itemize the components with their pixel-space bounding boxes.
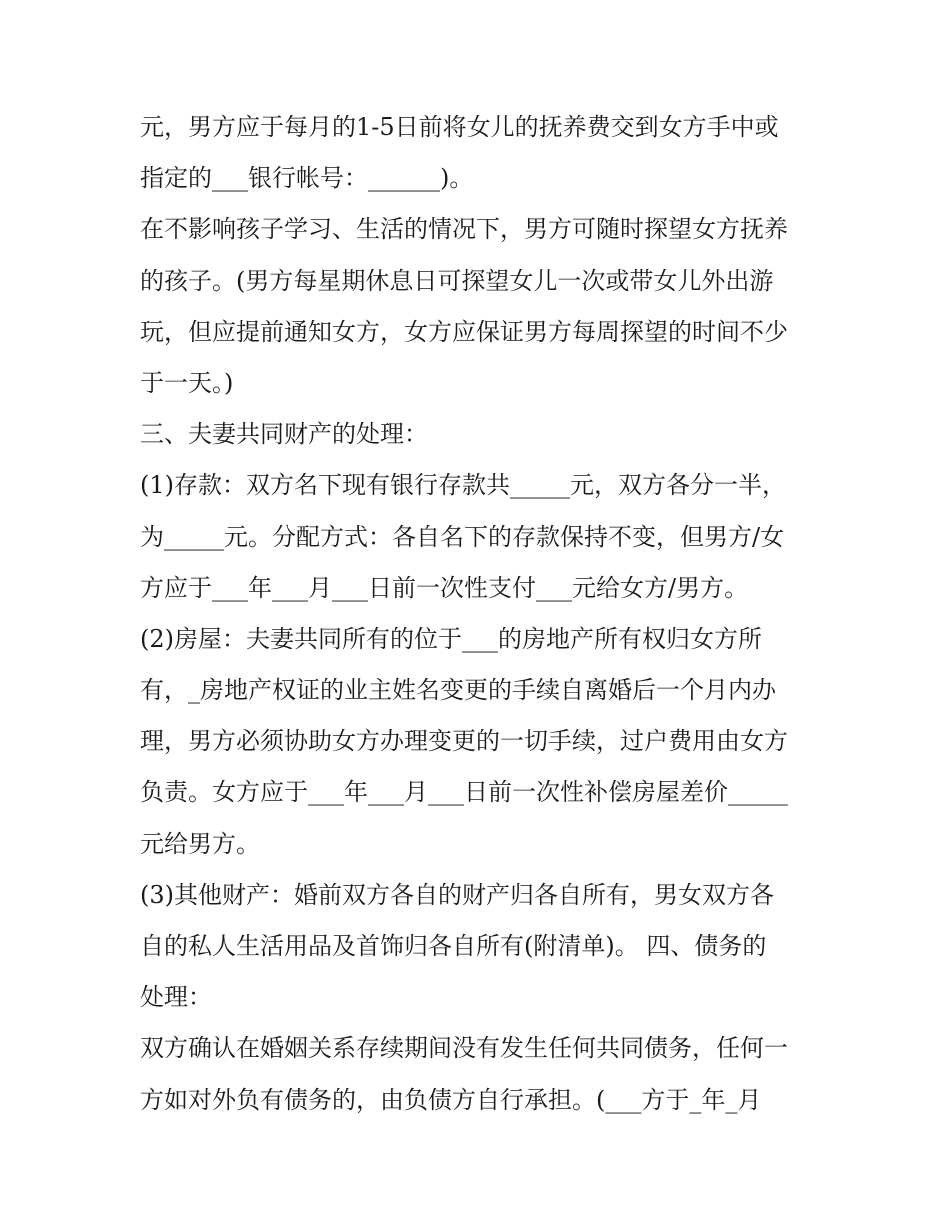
text-line: (1)存款：双方名下现有银行存款共_____元，双方各分一半， <box>140 471 786 500</box>
text-line: 元，男方应于每月的1-5日前将女儿的抚养费交到女方手中或 <box>140 113 779 141</box>
text-line: 于一天。) <box>140 368 234 397</box>
text-line: 元给男方。 <box>140 829 260 858</box>
text-line: 负责。女方应于___年___月___日前一次性补偿房屋差价_____ <box>140 778 788 807</box>
text-line: (2)房屋：夫妻共同所有的位于___的房地产所有权归女方所 <box>140 624 762 653</box>
text-line: 指定的___银行帐号：______)。 <box>140 164 474 193</box>
text-line: 玩，但应提前通知女方，女方应保证男方每周探望的时间不少 <box>140 317 788 346</box>
text-line: 自的私人生活用品及首饰归各自所有(附清单)。 四、债务的 <box>140 932 767 960</box>
section-heading: 三、夫妻共同财产的处理： <box>140 420 428 449</box>
text-line: 处理： <box>140 983 212 1012</box>
text-line: 的孩子。(男方每星期休息日可探望女儿一次或带女儿外出游 <box>140 266 774 295</box>
text-line: 在不影响孩子学习、生活的情况下，男方可随时探望女方抚养 <box>140 215 788 244</box>
text-line: 理，男方必须协助女方办理变更的一切手续，过户费用由女方 <box>140 727 788 756</box>
text-line: 双方确认在婚姻关系存续期间没有发生任何共同债务，任何一 <box>140 1034 788 1063</box>
text-line: 为_____元。分配方式：各自名下的存款保持不变，但男方/女 <box>140 522 785 551</box>
text-line: 有，_房地产权证的业主姓名变更的手续自离婚后一个月内办 <box>140 676 776 705</box>
text-line: (3)其他财产：婚前双方各自的财产归各自所有，男女双方各 <box>140 880 774 909</box>
text-line: 方应于___年___月___日前一次性支付___元给女方/男方。 <box>140 573 749 602</box>
document-body <box>140 102 830 1126</box>
text-line: 方如对外负有债务的，由负债方自行承担。(___方于_年_月 <box>140 1085 762 1114</box>
